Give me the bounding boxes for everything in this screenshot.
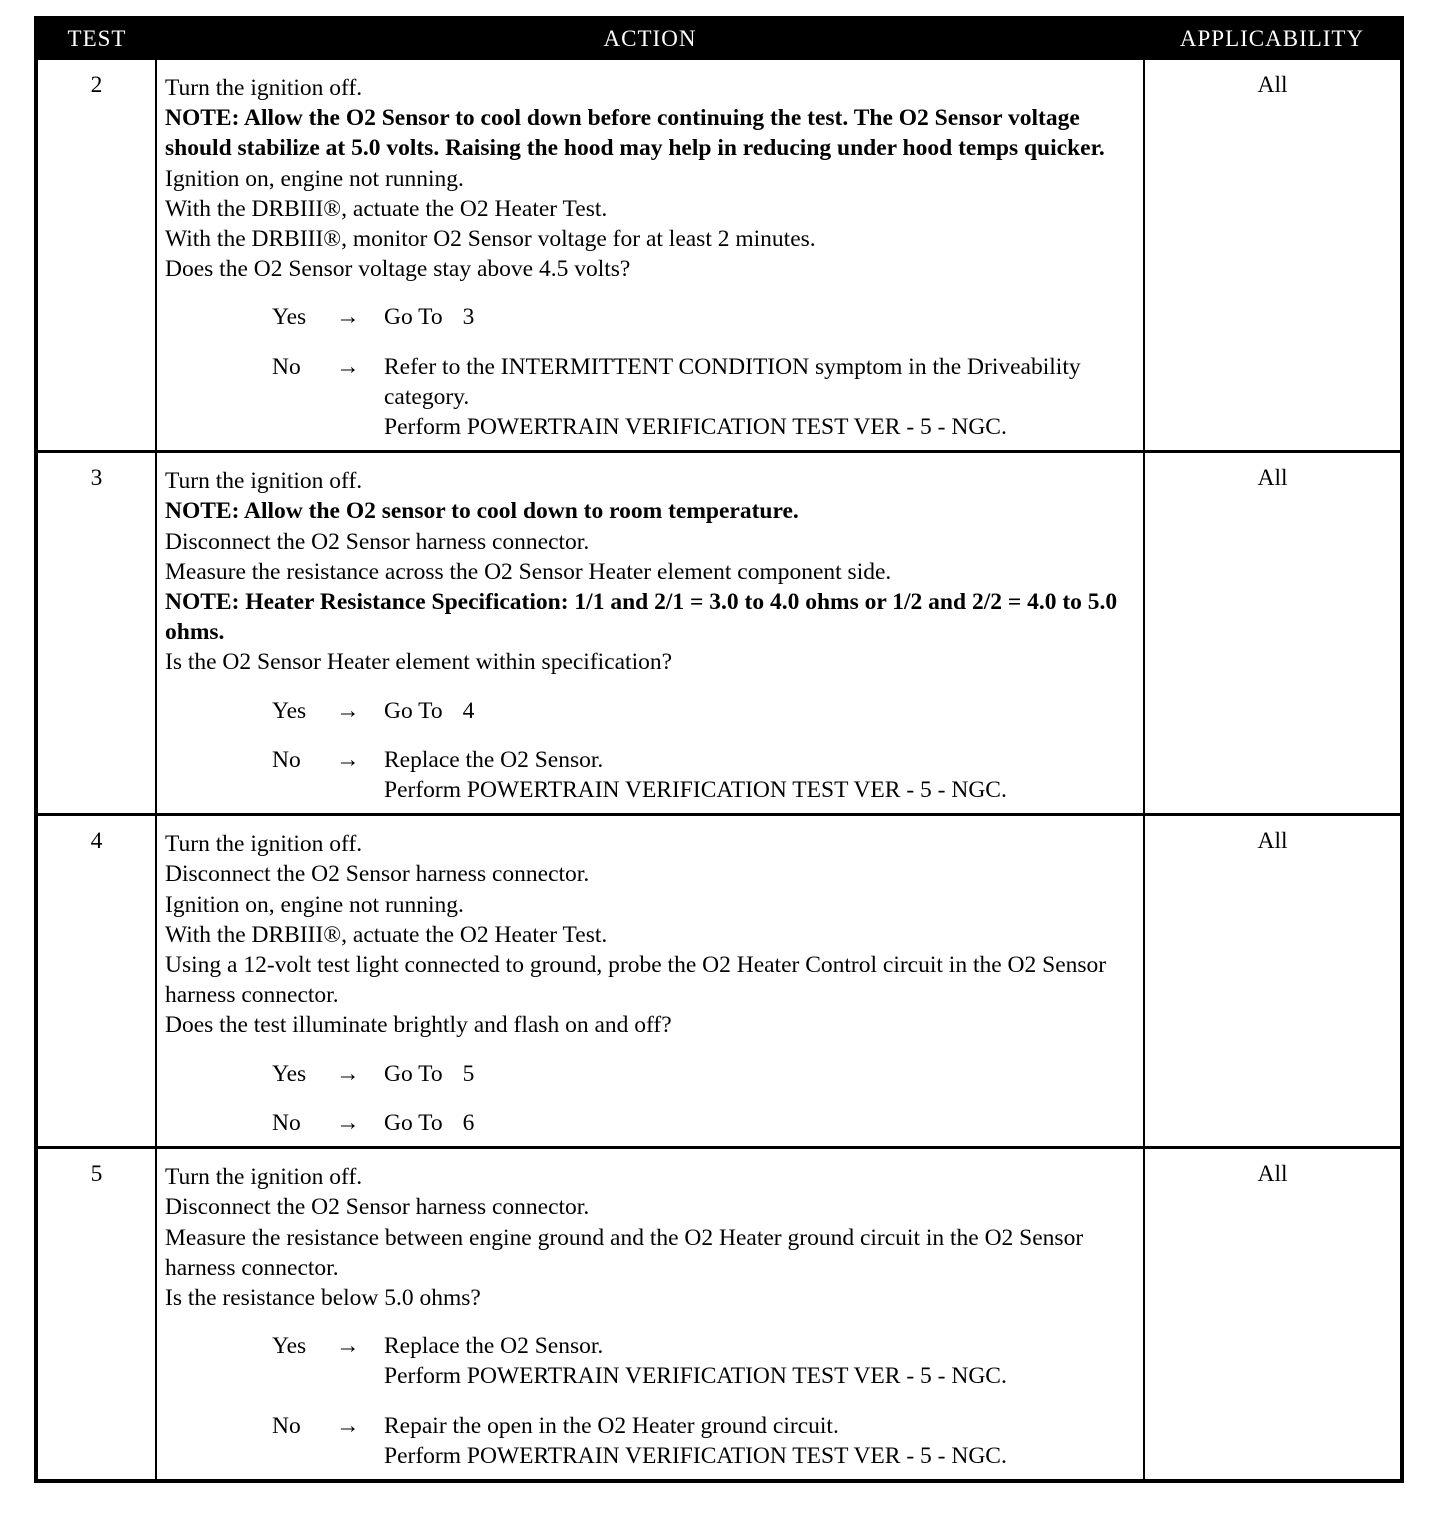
goto-test-number: 6 [462, 1109, 475, 1136]
note-text: NOTE: Allow the O2 sensor to cool down to room temperature. [165, 498, 799, 525]
header-action: ACTION [156, 18, 1144, 59]
yes-answer [165, 1059, 1135, 1089]
answer-text [384, 302, 1135, 332]
answer-label: No [272, 746, 301, 773]
action-cell [156, 815, 1144, 1148]
instruction-text: Disconnect the O2 Sensor harness connector. [165, 861, 590, 888]
answer-list [165, 696, 1135, 806]
answer-text [384, 1108, 1135, 1138]
diagnostic-table-sheet [34, 16, 1400, 1483]
answer-line: Perform POWERTRAIN VERIFICATION TEST VER - 5 - NGC. [384, 1442, 1007, 1469]
right-arrow-icon: → [336, 1060, 360, 1087]
instruction-text: Is the O2 Sensor Heater element within specification? [165, 649, 673, 676]
answer-label: Yes [272, 1333, 307, 1360]
table-row [36, 1148, 1402, 1481]
instruction-text: Using a 12-volt test light connected to ground, probe the O2 Heater Control circuit in the O2 Sensor harness connector. [165, 952, 1107, 1009]
no-answer [165, 1411, 1135, 1471]
right-arrow-icon: → [336, 1109, 360, 1136]
instruction-text: With the DRBIII®, actuate the O2 Heater Test. [165, 195, 608, 222]
instruction-text: Disconnect the O2 Sensor harness connector. [165, 1194, 590, 1221]
right-arrow-icon: → [336, 746, 360, 773]
diagnostic-test-table [34, 16, 1404, 1483]
action-cell [156, 452, 1144, 815]
instruction-text: Is the resistance below 5.0 ohms? [165, 1284, 481, 1311]
header-test: TEST [36, 18, 156, 59]
no-answer [165, 745, 1135, 805]
answer-list [165, 1331, 1135, 1471]
instruction-text: Turn the ignition off. [165, 1164, 363, 1191]
answer-line: Perform POWERTRAIN VERIFICATION TEST VER - 5 - NGC. [384, 777, 1007, 804]
instruction-text: Ignition on, engine not running. [165, 165, 464, 192]
right-arrow-icon: → [336, 1333, 360, 1360]
action-cell [156, 59, 1144, 452]
answer-text [384, 1411, 1135, 1471]
answer-text [384, 696, 1135, 726]
yes-answer [165, 696, 1135, 726]
table-body [36, 59, 1402, 1481]
answer-text [384, 745, 1135, 805]
goto-test-number: 5 [462, 1060, 475, 1087]
answer-text [384, 1059, 1135, 1089]
goto-test-number: 4 [462, 697, 475, 724]
right-arrow-icon: → [336, 304, 360, 331]
no-answer [165, 352, 1135, 443]
instruction-text: Ignition on, engine not running. [165, 891, 464, 918]
instruction-text: Turn the ignition off. [165, 75, 363, 101]
instruction-text: Does the O2 Sensor voltage stay above 4.5 volts? [165, 256, 631, 283]
answer-label: Yes [272, 304, 307, 331]
table-row [36, 59, 1402, 452]
answer-label: No [272, 1109, 301, 1136]
answer-line: Replace the O2 Sensor. [384, 746, 604, 773]
yes-answer [165, 302, 1135, 332]
note-text: NOTE: Heater Resistance Specification: 1/1 and 2/1 = 3.0 to 4.0 ohms or 1/2 and 2/2 = 4.0 to 5.0 ohms. [165, 589, 1118, 646]
goto-label: Go To [384, 1109, 443, 1136]
applicability-value: All [1144, 1148, 1402, 1481]
test-number: 2 [36, 59, 156, 452]
answer-line: Perform POWERTRAIN VERIFICATION TEST VER - 5 - NGC. [384, 1363, 1007, 1390]
no-answer [165, 1108, 1135, 1138]
right-arrow-icon: → [336, 353, 360, 380]
table-header [36, 18, 1402, 59]
test-number: 5 [36, 1148, 156, 1481]
answer-line: Replace the O2 Sensor. [384, 1333, 604, 1360]
applicability-value: All [1144, 452, 1402, 815]
table-row [36, 452, 1402, 815]
instruction-text: Does the test illuminate brightly and flash on and off? [165, 1012, 672, 1039]
test-number: 4 [36, 815, 156, 1148]
instruction-text: Measure the resistance between engine ground and the O2 Heater ground circuit in the O2 Sensor harness connector. [165, 1224, 1084, 1281]
header-applicability: APPLICABILITY [1144, 18, 1402, 59]
answer-list [165, 1059, 1135, 1138]
goto-label: Go To [384, 1060, 443, 1087]
goto-test-number: 3 [462, 304, 475, 331]
answer-label: Yes [272, 697, 307, 724]
answer-line: Perform POWERTRAIN VERIFICATION TEST VER - 5 - NGC. [384, 414, 1007, 441]
applicability-value: All [1144, 815, 1402, 1148]
applicability-value: All [1144, 59, 1402, 452]
answer-line: Refer to the INTERMITTENT CONDITION symptom in the Driveability category. [384, 353, 1081, 410]
answer-text [384, 352, 1135, 443]
table-row [36, 815, 1402, 1148]
answer-label: No [272, 353, 301, 380]
instruction-text: Disconnect the O2 Sensor harness connector. [165, 528, 590, 555]
answer-list [165, 302, 1135, 442]
instruction-text: With the DRBIII®, monitor O2 Sensor voltage for at least 2 minutes. [165, 226, 816, 253]
goto-label: Go To [384, 697, 443, 724]
note-text: NOTE: Allow the O2 Sensor to cool down before continuing the test. The O2 Sensor voltage should stabilize at 5.0 volts. Raising the hood may help in reducing under hood temps quicker. [165, 105, 1105, 162]
right-arrow-icon: → [336, 1412, 360, 1439]
instruction-text: Turn the ignition off. [165, 468, 363, 495]
right-arrow-icon: → [336, 697, 360, 724]
answer-label: Yes [272, 1060, 307, 1087]
test-number: 3 [36, 452, 156, 815]
instruction-text: With the DRBIII®, actuate the O2 Heater Test. [165, 921, 608, 948]
answer-line: Repair the open in the O2 Heater ground circuit. [384, 1412, 839, 1439]
yes-answer [165, 1331, 1135, 1391]
answer-text [384, 1331, 1135, 1391]
action-cell [156, 1148, 1144, 1481]
instruction-text: Measure the resistance across the O2 Sensor Heater element component side. [165, 558, 892, 585]
answer-label: No [272, 1412, 301, 1439]
instruction-text: Turn the ignition off. [165, 831, 363, 858]
goto-label: Go To [384, 304, 443, 331]
